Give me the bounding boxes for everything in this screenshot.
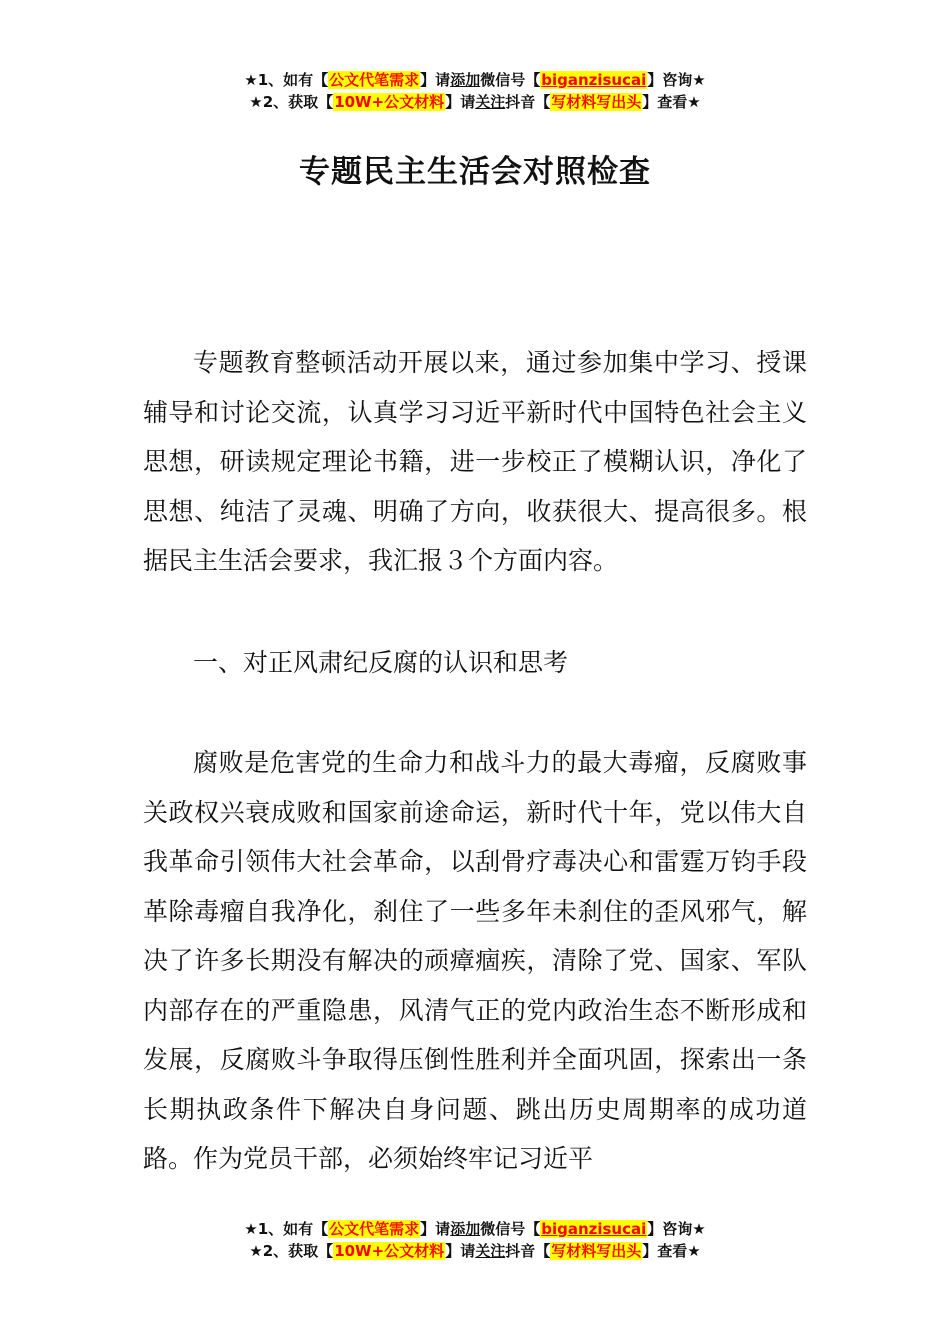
banner-text: 】咨询★ (647, 1220, 706, 1238)
section-heading: 一、对正风肃纪反腐的认识和思考 (193, 648, 569, 677)
banner-text: 微信号【 (480, 71, 541, 89)
banner-text: 】查看★ (642, 1242, 701, 1260)
banner-text: 】请 (445, 1242, 476, 1260)
banner-text: 】咨询★ (647, 71, 706, 89)
wechat-id-link[interactable]: biganzisucai (541, 71, 647, 89)
highlight-douyin: 写材料写出头 (551, 93, 642, 111)
banner-text: 】请 (420, 71, 451, 89)
banner-text: ★1、如有【 (244, 1220, 329, 1238)
banner-line-2 (0, 1240, 950, 1262)
highlight-materials: 10W+公文材料 (334, 93, 445, 111)
banner-line-1 (0, 1218, 950, 1240)
banner-text: ★2、获取【 (249, 1242, 334, 1260)
banner-underlined-text: 关注 (475, 93, 506, 111)
banner-text: 】请 (420, 1220, 451, 1238)
banner-text: 微信号【 (480, 1220, 541, 1238)
document-title: 专题民主生活会对照检查 (299, 154, 651, 190)
banner-text: 抖音【 (505, 1242, 551, 1260)
banner-text: ★2、获取【 (249, 93, 334, 111)
footer-banner (0, 1218, 950, 1262)
banner-text: 抖音【 (505, 93, 551, 111)
paragraph-intro: 专题教育整顿活动开展以来，通过参加集中学习、授课辅导和讨论交流，认真学习习近平新时代中国特色社会主义思想，研读规定理论书籍，进一步校正了模糊认识，净化了思想、纯洁了灵魂、明确了方向，收获很大、提高很多。根据民主生活会要求，我汇报３个方面内容。 (143, 348, 807, 575)
banner-line-2 (0, 91, 950, 113)
banner-text: ★1、如有【 (244, 71, 329, 89)
wechat-id-link[interactable]: biganzisucai (541, 1220, 647, 1238)
paragraph-corruption: 腐败是危害党的生命力和战斗力的最大毒瘤，反腐败事关政权兴衰成败和国家前途命运，新时代十年，党以伟大自我革命引领伟大社会革命，以刮骨疗毒决心和雷霆万钧手段革除毒瘤自我净化，刹住了一些多年未刹住的歪风邪气，解决了许多长期没有解决的顽瘴痼疾，清除了党、国家、军队内部存在的严重隐患，风清气正的党内政治生态不断形成和发展，反腐败斗争取得压倒性胜利并全面巩固，探索出一条长期执政条件下解决自身问题、跳出历史周期率的成功道路。作为党员干部，必须始终牢记习近平 (143, 748, 807, 1173)
highlight-service: 公文代笔需求 (329, 71, 420, 89)
highlight-materials: 10W+公文材料 (334, 1242, 445, 1260)
banner-underlined-text: 关注 (475, 1242, 506, 1260)
banner-text: 】查看★ (642, 93, 701, 111)
highlight-douyin: 写材料写出头 (551, 1242, 642, 1260)
highlight-service: 公文代笔需求 (329, 1220, 420, 1238)
banner-underlined-text: 添加 (450, 1220, 481, 1238)
header-banner (0, 69, 950, 113)
banner-line-1 (0, 69, 950, 91)
banner-underlined-text: 添加 (450, 71, 481, 89)
banner-text: 】请 (445, 93, 476, 111)
